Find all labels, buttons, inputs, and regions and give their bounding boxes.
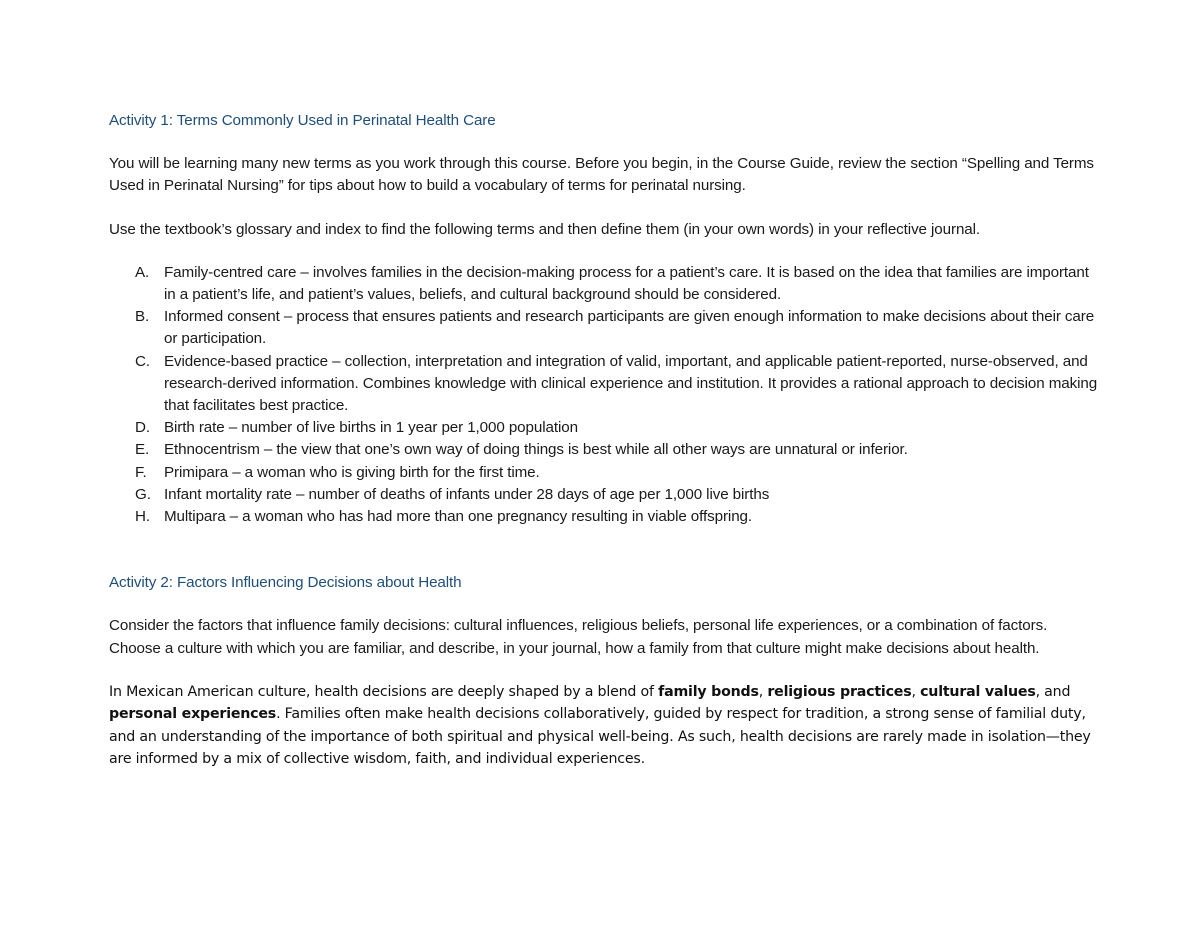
activity2-prompt: Consider the factors that influence family decisions: cultural influences, religious beliefs, personal life experiences, or a combination of factors. Choose a culture with which you are familiar, and describe, in your journal, how a family from that culture might make decisions about health. (109, 617, 1048, 657)
answer-text: In Mexican American culture, health decisions are deeply shaped by a blend of (109, 683, 659, 700)
answer-separator: , (911, 683, 921, 700)
answer-separator: , and (1035, 683, 1071, 700)
list-item-letter: E. (135, 441, 150, 459)
document-body (109, 110, 1099, 770)
list-item-text: Ethnocentrism – the view that one’s own way of doing things is best while all other ways are unnatural or inferior. (164, 441, 908, 459)
list-item-text: Family-centred care – involves families in the decision-making process for a patient’s care. It is based on the idea that families are important in a patient’s life, and patient’s values, beliefs, and cultural background should be considered. (164, 263, 1089, 304)
list-item-text: Multipara – a woman who has had more than one pregnancy resulting in viable offspring. (164, 508, 753, 526)
activity2-answer (109, 681, 1099, 771)
list-item-text: Birth rate – number of live births in 1 year per 1,000 population (164, 419, 578, 437)
list-item-letter: F. (135, 463, 147, 481)
terms-list (109, 262, 1099, 528)
list-item (109, 262, 1099, 306)
activity2-heading: Activity 2: Factors Influencing Decisions about Health (109, 574, 462, 592)
list-item-text: Informed consent – process that ensures patients and research participants are given enough information to make decisions about their care or participation. (164, 308, 1095, 348)
activity1-instruction: Use the textbook’s glossary and index to find the following terms and then define them (in your own words) in your reflective journal. (109, 220, 981, 238)
answer-emphasis: cultural values (920, 683, 1036, 700)
list-item-letter: C. (135, 352, 150, 370)
list-item (109, 506, 1099, 528)
list-item-text: Primipara – a woman who is giving birth for the first time. (164, 463, 540, 481)
list-item (109, 417, 1099, 439)
list-item-text: Evidence-based practice – collection, interpretation and integration of valid, important, and applicable patient-reported, nurse-observed, and research-derived information. Combines knowledge with clinical experience and institution. It provides a rational approach to decision making that facilitates best practice. (164, 352, 1098, 415)
list-item-letter: H. (135, 508, 150, 526)
activity1-intro: You will be learning many new terms as you work through this course. Before you begin, in the Course Guide, review the section “Spelling and Terms Used in Perinatal Nursing” for tips about how to build a vocabulary of terms for perinatal nursing. (109, 155, 1094, 195)
list-item-text: Infant mortality rate – number of deaths of infants under 28 days of age per 1,000 live births (164, 485, 770, 503)
list-item (109, 306, 1099, 350)
activity1-heading: Activity 1: Terms Commonly Used in Perinatal Health Care (109, 112, 496, 129)
list-item-letter: D. (135, 419, 150, 437)
answer-emphasis: family bonds (658, 683, 759, 700)
answer-emphasis: personal experiences (109, 706, 277, 723)
list-item (109, 484, 1099, 506)
answer-separator: , (758, 683, 768, 700)
answer-emphasis: religious practices (767, 683, 912, 700)
list-item (109, 351, 1099, 418)
list-item-letter: G. (135, 485, 151, 503)
answer-text: . Families often make health decisions collaboratively, guided by respect for tradition, a strong sense of familial duty, and an understanding of the importance of both spiritual and physical well-being. As such, health decisions are rarely made in isolation—they are informed by a mix of collective wisdom, faith, and individual experiences. (109, 706, 1091, 768)
list-item (109, 462, 1099, 484)
list-item (109, 439, 1099, 461)
list-item-letter: A. (135, 263, 150, 281)
list-item-letter: B. (135, 308, 150, 326)
